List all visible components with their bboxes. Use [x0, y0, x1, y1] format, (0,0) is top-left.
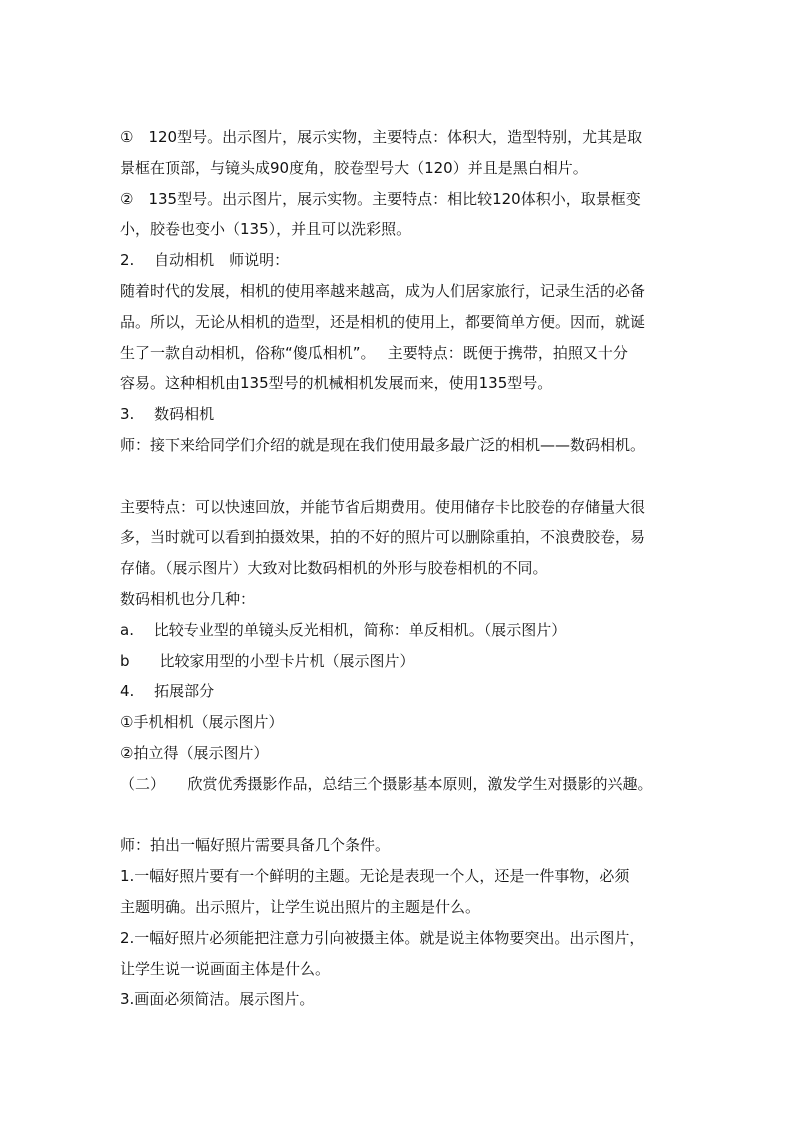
list-item: ①手机相机（展示图片） — [120, 713, 284, 732]
text-line: 随着时代的发展，相机的使用率越来越高，成为人们居家旅行，记录生活的必备 — [120, 281, 646, 300]
text-line: 多，当时就可以看到拍摄效果，拍的不好的照片可以删除重拍，不浪费胶卷，易 — [120, 528, 646, 547]
list-item: 1.一幅好照片要有一个鲜明的主题。无论是表现一个人，还是一件事物，必须 — [120, 867, 630, 886]
blank-line — [120, 461, 680, 492]
text-line: 景框在顶部，与镜头成90度角，胶卷型号大（120）并且是黑白相片。 — [120, 158, 588, 177]
section-heading: 2. 自动相机 师说明： — [120, 251, 290, 270]
section-heading: 3. 数码相机 — [120, 405, 215, 424]
list-item: b 比较家用型的小型卡片机（展示图片） — [120, 651, 415, 670]
text-line: 生了一款自动相机，俗称“傻瓜相机”。 主要特点：既便于携带，拍照又十分 — [120, 343, 628, 362]
text-line: 数码相机也分几种： — [120, 589, 256, 608]
text-line: ① 120型号。出示图片，展示实物，主要特点：体积大，造型特别，尤其是取 — [120, 128, 643, 146]
text-line: 小，胶卷也变小（135），并且可以洗彩照。 — [120, 220, 412, 239]
document-page — [120, 122, 680, 1015]
section-heading: （二） 欣赏优秀摄影作品，总结三个摄影基本原则，激发学生对摄影的兴趣。 — [120, 774, 653, 793]
text-line: 让学生说一说画面主体是什么。 — [120, 959, 331, 978]
list-item: 2.一幅好照片必须能把注意力引向被摄主体。就是说主体物要突出。出示图片， — [120, 928, 645, 947]
list-item: 3.画面必须简洁。展示图片。 — [120, 990, 315, 1009]
section-heading: 4. 拓展部分 — [120, 682, 215, 701]
text-line: 师：接下来给同学们介绍的就是现在我们使用最多最广泛的相机——数码相机。 — [120, 435, 646, 454]
text-line: 品。所以，无论从相机的造型，还是相机的使用上，都要简单方便。因而，就诞 — [120, 312, 646, 331]
text-line: 主题明确。出示照片，让学生说出照片的主题是什么。 — [120, 897, 481, 916]
text-line: 容易。这种相机由135型号的机械相机发展而来，使用135型号。 — [120, 374, 553, 393]
text-line: 师：拍出一幅好照片需要具备几个条件。 — [120, 836, 391, 855]
blank-line — [120, 800, 680, 831]
text-line: 存储。（展示图片）大致对比数码相机的外形与胶卷相机的不同。 — [120, 559, 548, 578]
list-item: ②拍立得（展示图片） — [120, 743, 269, 762]
list-item: a. 比较专业型的单镜头反光相机，简称：单反相机。（展示图片） — [120, 620, 567, 639]
text-line: ② 135型号。出示图片，展示实物。主要特点：相比较120体积小，取景框变 — [120, 189, 641, 208]
text-line: 主要特点：可以快速回放，并能节省后期费用。使用储存卡比胶卷的存储量大很 — [120, 497, 646, 516]
